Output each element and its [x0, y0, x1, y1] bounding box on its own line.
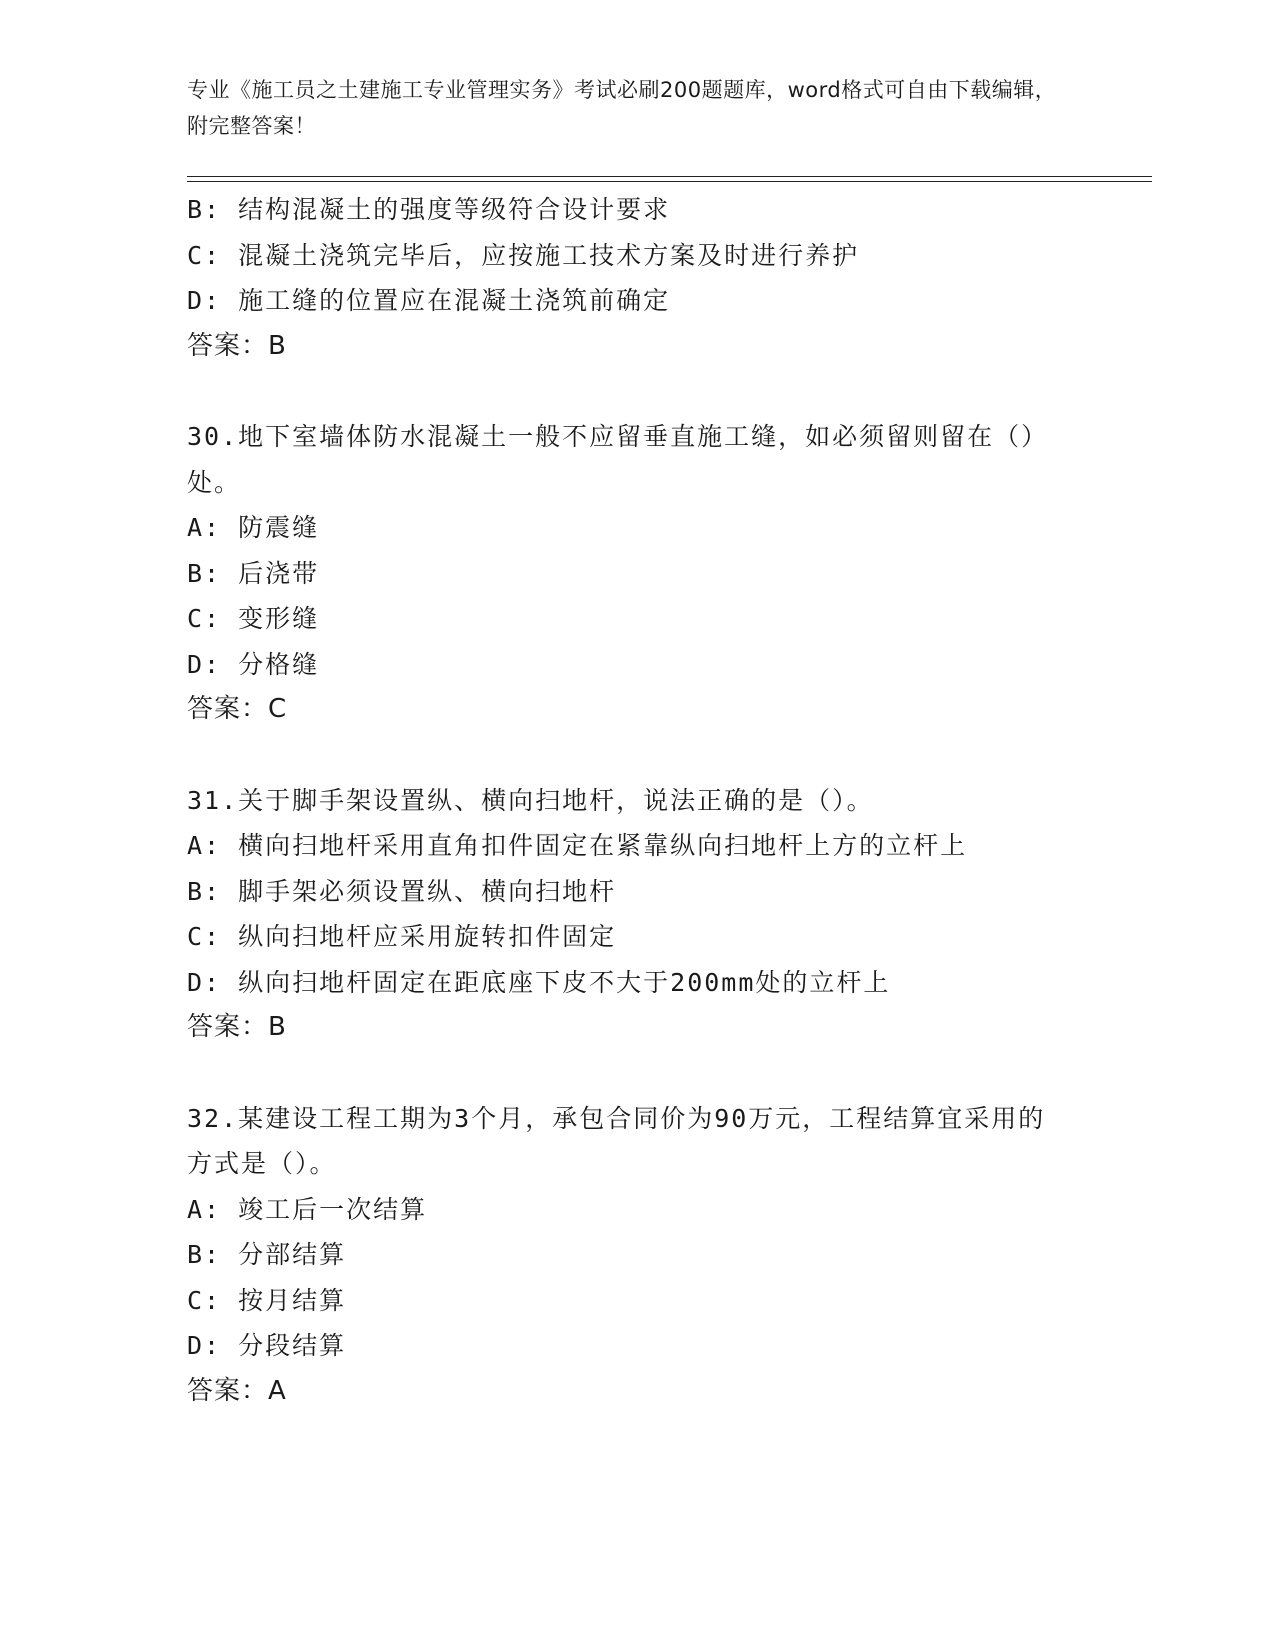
option-b: B: 脚手架必须设置纵、横向扫地杆 [187, 876, 617, 906]
option-d: D: 纵向扫地杆固定在距底座下皮不大于200mm处的立杆上 [187, 967, 891, 997]
option-c: C: 混凝土浇筑完毕后，应按施工技术方案及时进行养护 [187, 240, 860, 270]
question-31 [187, 778, 1087, 1051]
option-d: D: 分格缝 [187, 649, 320, 679]
option-a: A: 横向扫地杆采用直角扣件固定在紧靠纵向扫地杆上方的立杆上 [187, 831, 968, 860]
question-text: 31.关于脚手架设置纵、横向扫地杆，说法正确的是（）。 [187, 785, 874, 815]
option-d: D: 施工缝的位置应在混凝土浇筑前确定 [187, 286, 671, 315]
option-a: A: 防震缝 [187, 513, 320, 542]
question-32 [187, 1096, 1087, 1415]
partial-question [187, 187, 1087, 369]
option-a: A: 竣工后一次结算 [187, 1194, 428, 1224]
option-c: C: 变形缝 [187, 604, 320, 633]
option-d: D: 分段结算 [187, 1331, 347, 1360]
option-c: C: 按月结算 [187, 1285, 347, 1315]
answer: 答案：B [187, 1012, 287, 1042]
option-c: C: 纵向扫地杆应采用旋转扣件固定 [187, 922, 617, 951]
question-list [187, 187, 1087, 1414]
option-b: B: 分部结算 [187, 1240, 347, 1269]
answer: 答案：A [187, 1375, 287, 1406]
question-text: 30.地下室墙体防水混凝土一般不应留垂直施工缝，如必须留则留在（）处。 [187, 422, 1049, 497]
option-b: B: 结构混凝土的强度等级符合设计要求 [187, 195, 671, 224]
document-header: 专业《施工员之土建施工专业管理实务》考试必刷200题题库，word格式可自由下载编辑，附完整答案！ [187, 78, 1057, 138]
header-rule-top [187, 176, 1152, 177]
question-30 [187, 414, 1087, 733]
question-text: 32.某建设工程工期为3个月，承包合同价为90万元，工程结算宜采用的方式是（）。 [187, 1103, 1046, 1178]
answer: 答案：B [187, 330, 287, 361]
answer: 答案：C [187, 694, 288, 724]
header-rule-bottom [187, 181, 1152, 182]
option-b: B: 后浇带 [187, 558, 320, 588]
